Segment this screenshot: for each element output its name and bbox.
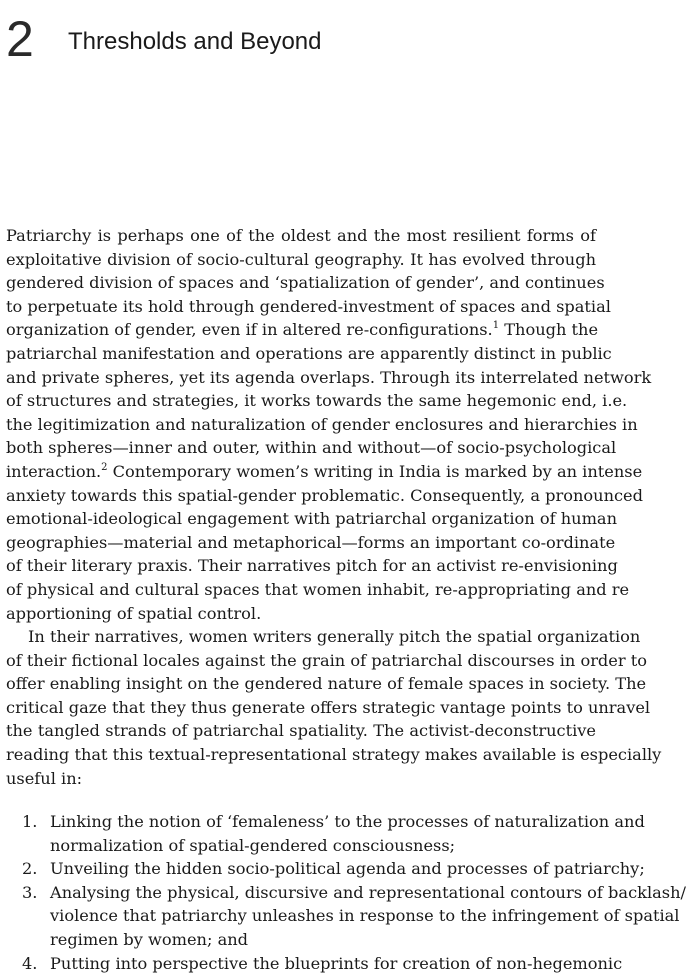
text-line: reading that this textual-representational strategy makes available is especially [6,744,662,764]
text-line: offer enabling insight on the gendered nature of female spaces in society. The [6,674,647,694]
list-item-text: Analysing the physical, discursive and representational contours of backlash/ [50,882,686,902]
footnote-ref-1[interactable]: 1 [492,320,500,332]
list-item [6,952,623,975]
list-item-line: regimen by women; and [50,929,249,949]
list-marker: 1. [22,812,38,831]
text-line: and private spheres, yet its agenda overlaps. Through its interrelated network [6,367,652,387]
text-line [6,460,643,484]
list-item [6,810,645,857]
list-item-text: Linking the notion of ‘femaleness’ to the processes of naturalization and [50,812,645,831]
paragraph-1 [6,224,652,625]
list-marker: 4. [22,953,38,973]
list-item-line [6,952,623,975]
list-item-text: Unveiling the hidden socio-political agenda and processes of patriarchy; [50,859,645,879]
list-item-line: normalization of spatial-gendered consciousness; [50,835,456,855]
footnote-ref-2[interactable]: 2 [101,461,108,473]
text-line: useful in: [6,768,83,788]
paragraph-2 [6,625,662,790]
text-line: critical gaze that they thus generate offers strategic vantage points to unravel [6,697,651,717]
text-line: of their literary praxis. Their narratives pitch for an activist re-envisioning [6,556,618,576]
text-line: apportioning of spatial control. [6,603,262,623]
text-line: of physical and cultural spaces that women inhabit, re-appropriating and re [6,579,630,599]
text-line: the tangled strands of patriarchal spatiality. The activist-deconstructive [6,721,596,741]
text-line: both spheres—inner and outer, within and without—of socio-psychological [6,438,617,458]
text-line: the legitimization and naturalization of gender enclosures and hierarchies in [6,414,638,434]
text-line: gendered division of spaces and ‘spatialization of gender’, and continues [6,273,605,293]
text-line [6,318,599,342]
chapter-title: Thresholds and Beyond [68,28,322,55]
text-line: exploitative division of socio-cultural geography. It has evolved through [6,249,596,269]
text-line: Patriarchy is perhaps one of the oldest and the most resilient forms of [6,226,596,245]
text-segment: Contemporary women’s writing in India is marked by an intense [107,461,643,481]
text-segment: interaction. [6,461,102,481]
list-item-line [6,810,645,834]
list-item-line [6,881,686,905]
text-line: of structures and strategies, it works towards the same hegemonic end, i.e. [6,391,628,411]
list-marker: 2. [22,859,38,879]
text-line: of their fictional locales against the grain of patriarchal discourses in order to [6,650,648,670]
text-line: patriarchal manifestation and operations are apparently distinct in public [6,343,612,363]
text-segment: organization of gender, even if in altered re-configurations. [6,320,493,340]
text-line: to perpetuate its hold through gendered-investment of spaces and spatial [6,296,611,316]
text-line: anxiety towards this spatial-gender problematic. Consequently, a pronounced [6,485,644,505]
list-item [6,857,645,881]
list-item-line: violence that patriarchy unleashes in response to the infringement of spatial [50,906,680,926]
list-item [6,881,686,952]
text-line: emotional-ideological engagement with patriarchal organization of human [6,509,617,529]
list-item-line [6,857,645,881]
list-marker: 3. [22,882,38,902]
text-line: In their narratives, women writers generally pitch the spatial organization [28,627,641,646]
list-item-text: Putting into perspective the blueprints for creation of non-hegemonic [50,953,623,973]
numbered-list [6,810,686,975]
text-segment: Though the [499,320,599,340]
text-line: geographies—material and metaphorical—forms an important co-ordinate [6,532,616,552]
chapter-number: 2 [6,11,34,67]
